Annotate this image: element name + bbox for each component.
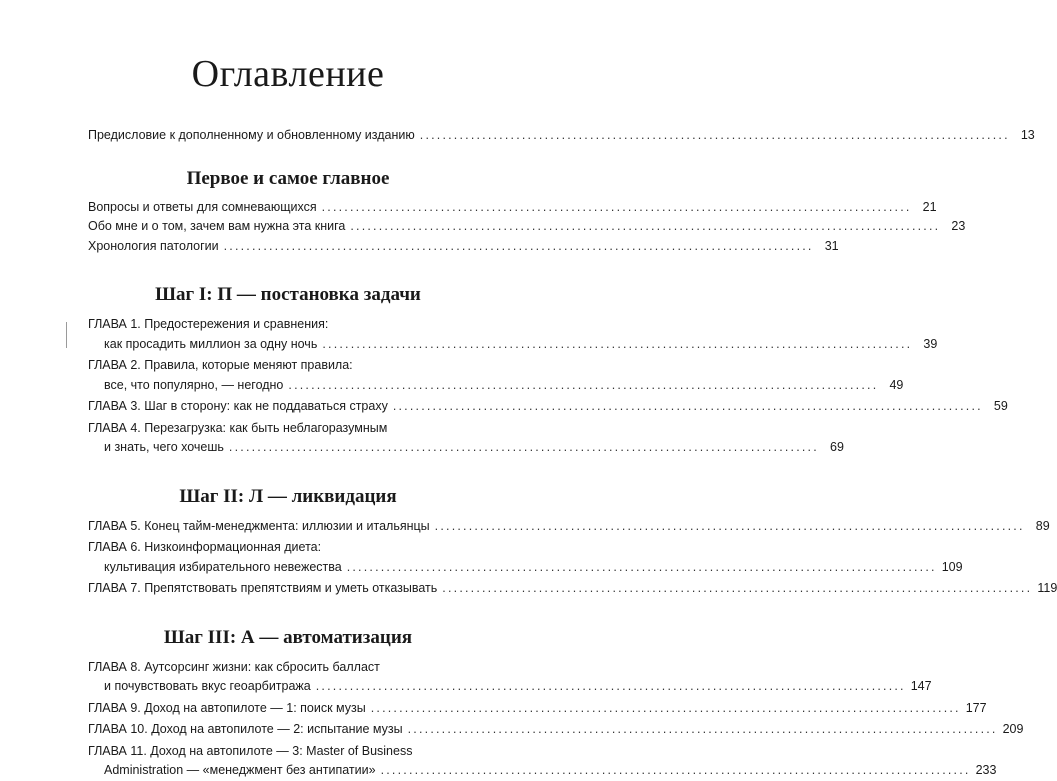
scan-margin-mark	[66, 322, 67, 348]
entry-text: и почувствовать вкус геоарбитража	[104, 679, 311, 693]
entry-text: как просадить миллион за одну ночь	[104, 336, 318, 351]
page-number: 39	[923, 336, 938, 351]
toc-entry	[88, 579, 1057, 599]
page-number: 233	[975, 763, 997, 777]
page-number: 21	[922, 199, 937, 214]
dot-leader: ........................................................................................................	[346, 559, 937, 574]
dot-leader: ........................................................................................................	[322, 336, 913, 351]
section-step-1	[88, 283, 1008, 458]
entry-text: ГЛАВА 4. Перезагрузка: как быть неблагоразумным	[88, 420, 388, 435]
entry-text: Administration — «менеджмент без антипатии»	[104, 763, 376, 777]
dot-leader: ........................................................................................................	[407, 722, 998, 736]
entry-text: ГЛАВА 7. Препятствовать препятствиям и уметь отказывать	[88, 581, 438, 595]
dot-leader: ........................................................................................................	[350, 219, 941, 233]
entry-text: Вопросы и ответы для сомневающихся	[88, 199, 317, 214]
page-number: 13	[1020, 128, 1035, 142]
page-number: 23	[951, 219, 966, 233]
entry-text: ГЛАВА 9. Доход на автопилоте — 1: поиск музы	[88, 700, 366, 715]
dot-leader: ........................................................................................................	[392, 399, 983, 413]
page-number: 209	[1002, 722, 1024, 736]
dot-leader: ........................................................................................................	[315, 679, 906, 693]
entry-text: ГЛАВА 11. Доход на автопилоте — 3: Master of Business	[88, 743, 413, 758]
dot-leader: ........................................................................................................	[228, 440, 819, 454]
section-step-2	[88, 485, 1057, 599]
section-title: Шаг III: А — автоматизация	[163, 626, 413, 648]
toc-entry	[88, 742, 997, 781]
dot-leader: ........................................................................................................	[434, 518, 1025, 533]
page-number: 177	[965, 700, 987, 715]
entry-text: Предисловие к дополненному и обновленному изданию	[88, 128, 415, 142]
dot-leader: ........................................................................................................	[223, 238, 814, 253]
entry-text: ГЛАВА 1. Предостережения и сравнения:	[88, 317, 329, 331]
section-title: Шаг II: Л — ликвидация	[179, 485, 397, 507]
toc-entry	[88, 315, 938, 354]
section-title: Первое и самое главное	[186, 167, 390, 189]
toc-entry	[88, 699, 987, 719]
toc-entry	[88, 517, 1050, 537]
page-number: 119	[1037, 581, 1057, 595]
section-step-3	[88, 626, 1024, 781]
dot-leader: ........................................................................................................	[419, 128, 1010, 142]
page-number: 59	[993, 399, 1008, 413]
toc-entry	[88, 217, 966, 237]
entry-text: ГЛАВА 3. Шаг в сторону: как не поддаваться страху	[88, 399, 388, 413]
toc-entry	[88, 419, 844, 458]
dot-leader: ........................................................................................................	[288, 377, 879, 392]
toc-entry	[88, 356, 904, 395]
dot-leader: ........................................................................................................	[370, 700, 961, 715]
dot-leader: ........................................................................................................	[321, 199, 912, 214]
page-number: 69	[830, 440, 844, 454]
entry-text: ГЛАВА 8. Аутсорсинг жизни: как сбросить балласт	[88, 659, 380, 674]
entry-text: и знать, чего хочешь	[104, 440, 224, 454]
toc-page	[88, 0, 1057, 781]
page-number: 147	[910, 679, 932, 693]
toc-entry	[88, 720, 1024, 740]
entry-text: культивация избирательного невежества	[104, 559, 342, 574]
toc-entry	[88, 658, 932, 697]
entry-text: все, что популярно, — негодно	[104, 377, 284, 392]
entry-text: Хронология патологии	[88, 238, 219, 253]
entry-text: ГЛАВА 10. Доход на автопилоте — 2: испытание музы	[88, 722, 403, 736]
section-first	[88, 167, 966, 257]
dot-leader: ........................................................................................................	[380, 763, 971, 777]
entry-text: ГЛАВА 6. Низкоинформационная диета:	[88, 540, 322, 554]
page-number: 31	[824, 238, 839, 253]
page-number: 89	[1035, 518, 1050, 533]
toc-entry	[88, 538, 963, 577]
page-title: Оглавление	[191, 53, 385, 95]
toc-entry	[88, 237, 839, 257]
toc-entry-preface	[88, 126, 1035, 146]
entry-text: Обо мне и о том, зачем вам нужна эта книга	[88, 219, 346, 233]
dot-leader: ........................................................................................................	[442, 581, 1033, 595]
toc-entry	[88, 397, 1008, 417]
entry-text: ГЛАВА 2. Правила, которые меняют правила:	[88, 358, 353, 372]
page-number: 49	[889, 377, 904, 392]
entry-text: ГЛАВА 5. Конец тайм-менеджмента: иллюзии и итальянцы	[88, 518, 430, 533]
page-number: 109	[941, 559, 963, 574]
section-title: Шаг I: П — постановка задачи	[155, 284, 421, 305]
toc-entry	[88, 198, 937, 218]
